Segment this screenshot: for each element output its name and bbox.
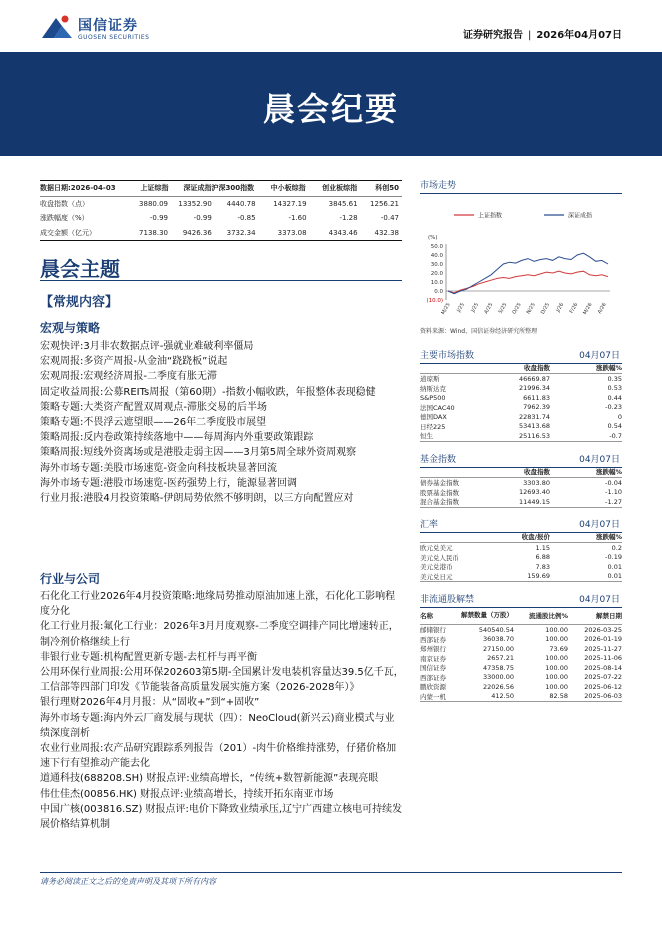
chart-source: 资料来源：Wind、国信证券经济研究所整理	[420, 328, 538, 335]
cell: -0.23	[605, 403, 622, 412]
list-item: 海外市场专题:海内外云厂商发展与现状（四）：NeoCloud(新兴云)商业模式与业绩深度剖析	[40, 712, 395, 739]
list-item: 农业行业周报:农产品研究跟踪系列报告（201）-肉牛价格维持涨势，仔猪价格加速下行有望推动产能去化	[40, 743, 397, 770]
lockup-date: 04月07日	[579, 595, 620, 605]
cell: 0.01	[607, 572, 622, 581]
cell: 22831.74	[518, 412, 550, 421]
list-item: 海外市场专题:港股市场速览-医药强势上行，能源显著回调	[40, 477, 297, 489]
cell: 7138.30	[139, 228, 168, 237]
table-row	[420, 403, 622, 413]
row-label: 内蒙一机	[420, 692, 446, 701]
x-tick-label: M/26	[582, 302, 594, 316]
list-item: 银行理财2026年4月月报：从“固收+”到“+固收”	[40, 697, 260, 709]
industry-report-list	[40, 589, 404, 832]
series-line-shanghai	[448, 271, 608, 293]
list-item: 策略周报:短线外资离场或是港股走弱主因——3月第5周全球外资周观察	[40, 447, 357, 459]
cell: 0	[617, 412, 622, 421]
fund-index-date: 04月07日	[579, 455, 620, 465]
cell: 7962.39	[523, 403, 550, 412]
header-cell: 涨跌幅%	[595, 533, 622, 541]
table-row	[420, 543, 622, 553]
cell: -0.99	[193, 214, 212, 223]
page-header	[0, 0, 662, 48]
fund-index-table	[420, 466, 622, 508]
table-row	[40, 226, 402, 241]
x-tick-label: J/26	[555, 302, 566, 314]
table-row	[420, 625, 622, 635]
header-cell: 流通股比例%	[528, 611, 568, 620]
list-item: 宏观周报:宏观经济周报-二季度有胀无滞	[40, 371, 217, 383]
cell: 432.38	[374, 228, 399, 237]
cell: 2025-08-14	[584, 663, 622, 672]
y-tick-label: 20.0	[430, 271, 443, 277]
list-item: 策略周报:反内卷政策持续落地中——每周海内外重要政策跟踪	[40, 432, 314, 444]
row-label: 恒生	[420, 432, 433, 441]
table-header	[420, 362, 622, 374]
cell: 2025-06-03	[584, 692, 622, 701]
world-index-date: 04月07日	[579, 351, 620, 361]
index-table	[40, 180, 402, 241]
cell: -1.60	[288, 214, 307, 223]
cell: 14327.19	[273, 199, 307, 208]
list-item: 策略专题:不畏浮云遮望眼——26年二季度股市展望	[40, 417, 267, 429]
cell: -0.47	[380, 214, 399, 223]
cell: 7.83	[535, 562, 550, 571]
cell: 100.00	[545, 635, 568, 644]
fund-index-title-text: 基金指数	[420, 455, 457, 465]
cell: 2025-06-12	[584, 682, 622, 691]
cell: 2025-11-06	[584, 654, 622, 663]
row-label: S&P500	[420, 393, 446, 402]
cell: 0.44	[607, 393, 622, 402]
row-label: 纳斯达克	[420, 384, 446, 393]
list-item: 行业月报:港股4月投资策略-伊朗局势依然不够明朗，以三方向配置应对	[40, 493, 354, 505]
y-tick-label: 10.0	[430, 280, 443, 286]
report-type: 证券研究报告	[462, 30, 523, 41]
row-label: 混合基金指数	[420, 498, 459, 507]
cell: -0.19	[605, 553, 622, 562]
x-tick-label: J/25	[455, 302, 466, 314]
cell: 159.69	[527, 572, 550, 581]
row-label: 法国CAC40	[420, 403, 455, 412]
cell: -0.85	[237, 214, 256, 223]
cell: 540540.54	[478, 625, 514, 634]
section-title-industry: 行业与公司	[40, 572, 101, 586]
table-row	[420, 393, 622, 403]
x-tick-label: N/25	[525, 302, 537, 316]
y-axis-label: (%)	[428, 235, 438, 241]
index-header-cell	[172, 183, 258, 193]
list-item: 公用环保行业周报:公用环保202603第5期-全国累计发电装机容量达39.5亿千瓦，工信部等四部门印发《节能装备高质量发展实施方案（2026-2028年）》	[40, 667, 404, 694]
section-title-macro: 宏观与策略	[40, 321, 101, 335]
x-tick-label: D/25	[539, 302, 552, 316]
cell: 46669.87	[518, 374, 550, 383]
cell: 25116.53	[518, 431, 550, 440]
row-label: 债券基金指数	[420, 479, 459, 488]
y-tick-label: 50.0	[430, 244, 443, 250]
row-label: 美元兑人民币	[420, 553, 459, 562]
report-meta	[463, 26, 622, 41]
row-label: 涨跌幅度（%）	[40, 214, 89, 223]
cell: 3845.61	[328, 199, 358, 208]
banner-title: 晨会纪要	[262, 90, 399, 128]
row-label: 鹏欣资源	[420, 683, 446, 692]
cell: 3303.80	[523, 478, 550, 487]
cell: 1.15	[535, 543, 550, 552]
cell: 53413.68	[518, 422, 550, 431]
table-row	[40, 211, 402, 226]
report-date: 2026年04月07日	[536, 30, 622, 41]
y-tick-label: 0.0	[434, 289, 443, 295]
cell: 6611.83	[523, 393, 550, 402]
list-item: 伟仕佳杰(00856.HK) 财报点评:业绩高增长，持续开拓东南亚市场	[40, 788, 334, 800]
y-tick-label: 40.0	[430, 253, 443, 259]
table-row	[420, 663, 622, 673]
cell: 2025-07-22	[584, 673, 622, 682]
index-header-cell: 创业板综指	[322, 184, 358, 193]
heading-divider	[40, 280, 402, 281]
table-row	[420, 553, 622, 563]
cell: 0.54	[607, 422, 622, 431]
cell: 100.00	[545, 682, 568, 691]
list-item: 固定收益周报:公募REITs周报（第60期）-指数小幅收跌，年报整体表现稳健	[40, 386, 376, 398]
cell: -1.28	[339, 214, 358, 223]
cell: 3732.34	[226, 228, 256, 237]
header-cell: 解禁日期	[596, 611, 622, 620]
cell: 0.53	[607, 384, 622, 393]
fx-title-text: 汇率	[420, 520, 439, 530]
x-tick-label: F/26	[568, 302, 580, 315]
row-label: 欧元兑美元	[420, 544, 453, 553]
cell: 13352.90	[178, 199, 212, 208]
x-tick-label: O/25	[511, 302, 523, 316]
row-label: 南京证券	[420, 654, 446, 663]
table-row	[420, 682, 622, 692]
table-row	[40, 197, 402, 212]
index-header-cell: 科创50	[375, 184, 400, 193]
list-item: 石化化工行业2026年4月投资策略:地缘局势推动原油加速上涨，石化化工影响程度分化	[40, 591, 396, 618]
table-row	[420, 635, 622, 645]
lockup-title-text: 非流通股解禁	[420, 595, 475, 605]
lockup-table	[420, 606, 622, 702]
row-label: 日经225	[420, 422, 446, 431]
table-header	[420, 606, 622, 625]
table-row	[420, 431, 622, 442]
header-cell: 名称	[420, 611, 433, 620]
header-cell: 收盘指数	[524, 364, 550, 372]
table-header	[420, 466, 622, 478]
x-tick-label: A/26	[596, 302, 608, 315]
header-cell: 收盘/报价	[521, 533, 550, 541]
list-item: 道通科技(688208.SH) 财报点评:业绩高增长，“传统+数智新能源”表现亮眼	[40, 773, 379, 785]
cell: 4440.78	[226, 199, 256, 208]
world-index-title-text: 主要市场指数	[420, 351, 475, 361]
x-tick-label: M/25	[440, 302, 452, 316]
list-item: 海外市场专题:美股市场速览-资金向科技板块显著回流	[40, 462, 277, 474]
row-label: 收盘指数（点）	[40, 199, 89, 208]
cell: 1256.21	[370, 199, 399, 208]
table-row	[420, 488, 622, 498]
x-tick-label: A/25	[483, 302, 495, 315]
index-header-part: 沪深300指数	[211, 184, 255, 193]
y-tick-label: (10.0)	[426, 298, 443, 304]
list-item: 宏观周报:多资产周报-从金油“跷跷板”说起	[40, 356, 228, 368]
table-row	[420, 478, 622, 488]
cell: 21996.34	[518, 384, 550, 393]
cell: 9426.36	[182, 228, 212, 237]
header-cell: 解禁数量（万股）	[461, 611, 513, 619]
row-label: 美元兑港币	[420, 563, 453, 572]
list-item: 中国广核(003816.SZ) 财报点评:电价下降致业绩承压,辽宁广西建立核电可持续发展价格结算机制	[40, 803, 403, 831]
table-row	[420, 374, 622, 384]
macro-report-list	[40, 339, 404, 506]
header-cell: 涨跌幅%	[595, 468, 622, 476]
list-item: 化工行业月报:氟化工行业：2026年3月月度观察-二季度空调排产同比增速转正，制冷剂价格继续上行	[40, 621, 399, 648]
row-label: 郑州银行	[420, 645, 446, 654]
cell: -1.10	[605, 488, 622, 497]
cell: 33000.00	[482, 673, 514, 682]
cell: 22026.56	[482, 682, 514, 691]
main-heading: 晨会主题	[40, 257, 120, 281]
cell: 2026-01-19	[584, 635, 622, 644]
company-logo	[40, 12, 200, 44]
cell: 412.50	[491, 692, 514, 701]
cell: 73.69	[549, 644, 568, 653]
market-trend-title	[420, 178, 622, 194]
world-index-table	[420, 362, 622, 442]
cell: 3373.08	[277, 228, 307, 237]
series-line-shenzhen	[448, 253, 608, 294]
cell: 100.00	[545, 625, 568, 634]
cell: -0.7	[609, 431, 622, 440]
logo-mark-icon	[40, 14, 74, 40]
table-row	[420, 654, 622, 664]
cell: -1.27	[605, 497, 622, 506]
footer-disclaimer: 请务必阅读正文之后的免责声明及其项下所有内容	[40, 877, 216, 886]
x-tick-label: J/25	[470, 302, 481, 314]
header-cell: 收盘指数	[524, 468, 550, 476]
index-header-cell: 上证综指	[140, 184, 169, 193]
cell: 11449.15	[518, 497, 550, 506]
cell: 4343.46	[328, 228, 358, 237]
cell: 0.35	[607, 374, 622, 383]
row-label: 西部证券	[420, 635, 446, 644]
cell: 47358.75	[482, 663, 514, 672]
market-trend-chart	[420, 196, 622, 324]
legend-label: 上证指数	[478, 212, 503, 220]
row-label: 德国DAX	[420, 413, 447, 422]
logo-text-cn: 国信证券	[78, 18, 138, 34]
cell: 100.00	[545, 663, 568, 672]
index-header-part: 深证成指	[183, 184, 212, 193]
index-header-cell: 数据日期:2026-04-03	[40, 184, 116, 193]
cell: 27150.00	[482, 644, 514, 653]
row-label: 成交金额（亿元）	[40, 228, 96, 237]
index-table-header	[40, 181, 402, 197]
report-separator: |	[527, 30, 532, 41]
cell: 36038.70	[482, 635, 514, 644]
cell: 3880.09	[139, 199, 168, 208]
cell: 12693.40	[518, 488, 550, 497]
cell: 0.01	[607, 562, 622, 571]
fx-date: 04月07日	[579, 520, 620, 530]
list-item: 非银行业专题:机构配置更新专题-去杠杆与再平衡	[40, 651, 257, 663]
table-row	[420, 412, 622, 422]
table-row	[420, 384, 622, 394]
list-item: 策略专题:大类资产配置双周观点-滞胀交易的后半场	[40, 401, 267, 413]
row-label: 西部证券	[420, 673, 446, 682]
table-row	[420, 692, 622, 703]
market-trend-title-text: 市场走势	[420, 181, 457, 191]
row-label: 美元兑日元	[420, 572, 453, 581]
y-tick-label: 30.0	[430, 262, 443, 268]
row-label: 股票基金指数	[420, 488, 459, 497]
table-row	[420, 562, 622, 572]
table-row	[420, 572, 622, 583]
table-row	[420, 422, 622, 432]
section-tag: 【常规内容】	[40, 295, 119, 310]
cell: 2026-03-25	[584, 625, 622, 634]
table-header	[420, 531, 622, 543]
cell: 100.00	[545, 673, 568, 682]
cell: -0.04	[605, 478, 622, 487]
table-row	[420, 644, 622, 654]
cell: 6.88	[535, 553, 550, 562]
row-label: 道琼斯	[420, 375, 440, 384]
cell: 2657.21	[487, 654, 514, 663]
cell: 2025-11-27	[584, 644, 622, 653]
x-tick-label: S/25	[497, 302, 509, 315]
row-label: 邮储银行	[420, 626, 446, 635]
row-label: 国信证券	[420, 664, 446, 673]
header-cell: 涨跌幅%	[595, 364, 622, 372]
fx-table	[420, 531, 622, 582]
cell: -0.99	[149, 214, 168, 223]
table-row	[420, 497, 622, 508]
legend-label: 深证成指	[568, 212, 593, 220]
list-item: 宏观快评:3月非农数据点评-强就业难破利率僵局	[40, 341, 254, 352]
cell: 82.58	[549, 692, 568, 701]
cell: 100.00	[545, 654, 568, 663]
logo-text-en: GUOSEN SECURITIES	[78, 34, 150, 41]
cell: 0.2	[611, 543, 622, 552]
index-header-cell: 中小板综指	[270, 184, 306, 193]
footer-divider	[40, 872, 622, 873]
table-row	[420, 673, 622, 683]
